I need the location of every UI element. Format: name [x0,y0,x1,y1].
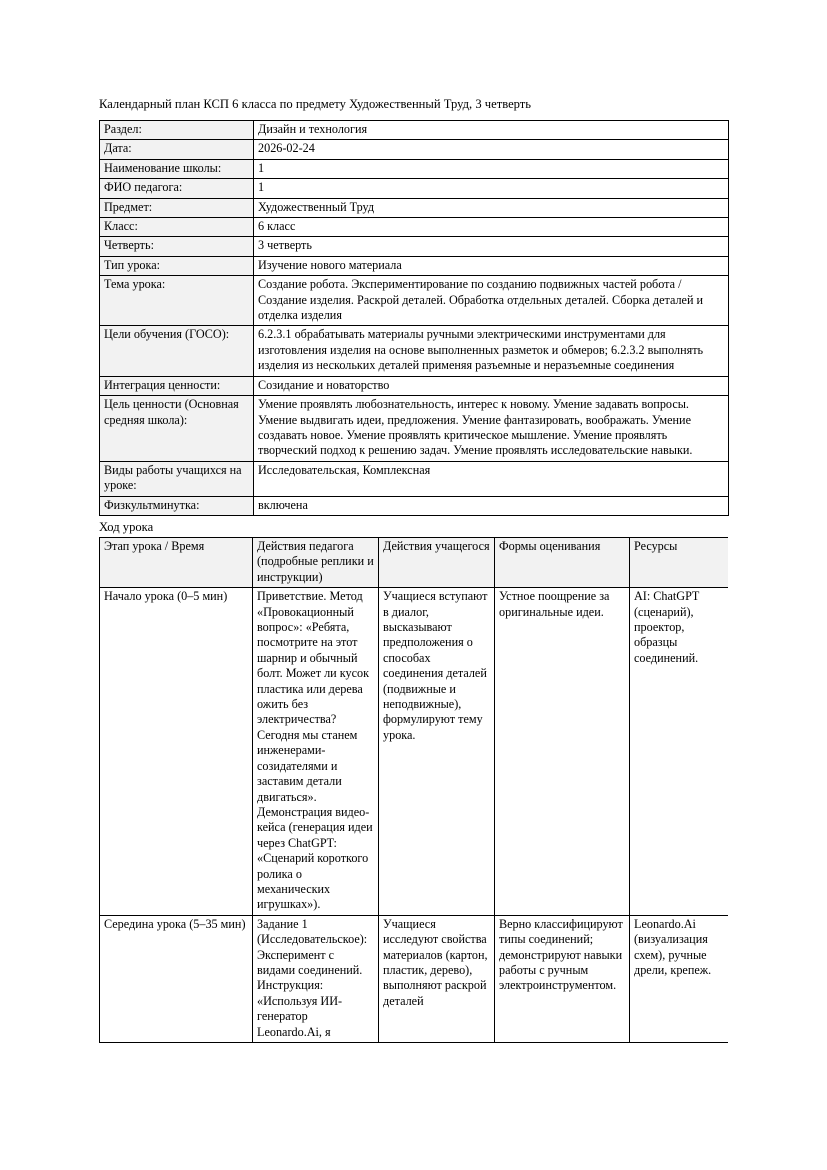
row-label: Предмет: [100,198,254,217]
cell-assessment: Устное поощрение за оригинальные идеи. [495,588,630,916]
table-row [100,276,729,326]
row-label: Цель ценности (Основная средняя школа): [100,396,254,462]
cell-resources: AI: ChatGPT (сценарий), проектор, образцы соединений. [630,588,729,916]
row-value: Исследовательская, Комплексная [254,461,729,496]
cell-student-actions: Учащиеся вступают в диалог, высказывают предположения о способах соединения деталей (подвижные и неподвижные), формулируют тему урока. [379,588,495,916]
lesson-flow-table [99,537,728,1043]
row-label: ФИО педагога: [100,179,254,198]
table-row [100,915,729,1042]
row-label: Раздел: [100,121,254,140]
table-row [100,159,729,178]
table-row [100,198,729,217]
cell-assessment: Верно классифицируют типы соединений; демонстрируют навыки работы с ручным электроинструментом. [495,915,630,1042]
column-header-stage: Этап урока / Время [100,538,253,588]
cell-resources: Leonardo.Ai (визуализация схем), ручные дрели, крепеж. [630,915,729,1042]
row-value: 6.2.3.1 обрабатывать материалы ручными электрическими инструментами для изготовления изделия на основе выполненных разметок и обмеров; 6.2.3.2 выполнять изделия из нескольких деталей применяя разъемные и неразъемные соединения [254,326,729,376]
table-row [100,237,729,256]
table-row [100,218,729,237]
lesson-info-body [100,121,729,516]
column-header-teacher-actions: Действия педагога (подробные реплики и инструкции) [253,538,379,588]
row-value: 2026-02-24 [254,140,729,159]
row-value: Созидание и новаторство [254,376,729,395]
table-header-row [100,538,729,588]
table-row [100,376,729,395]
row-value: Умение проявлять любознательность, интерес к новому. Умение задавать вопросы. Умение выдвигать идеи, предложения. Умение фантазировать, воображать. Умение создавать новое. Умение проявлять критическое мышление. Умение проявлять творческий подход к решению задач. Умение проявлять исследовательские навыки. [254,396,729,462]
table-row [100,121,729,140]
cell-stage: Начало урока (0–5 мин) [100,588,253,916]
cell-teacher-actions: Приветствие. Метод «Провокационный вопрос»: «Ребята, посмотрите на этот шарнир и обычный болт. Может ли кусок пластика или дерева ожить без электричества? Сегодня мы станем инженерами-созидателями и заставим детали двигаться». Демонстрация видео-кейса (генерация идеи через ChatGPT: «Сценарий короткого ролика о механических игрушках»). [253,588,379,916]
table-row [100,256,729,275]
row-value: 1 [254,159,729,178]
row-label: Тип урока: [100,256,254,275]
lesson-info-table [99,120,729,516]
table-row [100,496,729,515]
row-value: Художественный Труд [254,198,729,217]
row-value: Создание робота. Экспериментирование по созданию подвижных частей робота / Создание изделия. Раскрой деталей. Обработка отдельных деталей. Сборка деталей и отделка изделия [254,276,729,326]
row-label: Цели обучения (ГОСО): [100,326,254,376]
cell-stage: Середина урока (5–35 мин) [100,915,253,1042]
row-label: Тема урока: [100,276,254,326]
page-title: Календарный план КСП 6 класса по предмету Художественный Труд, 3 четверть [99,97,532,111]
table-row [100,396,729,462]
row-label: Физкультминутка: [100,496,254,515]
lesson-flow-clip [99,537,728,1066]
lesson-flow-body [100,588,729,1043]
lesson-flow-head [100,538,729,588]
row-label: Интеграция ценности: [100,376,254,395]
row-value: 6 класс [254,218,729,237]
column-header-assessment: Формы оценивания [495,538,630,588]
column-header-student-actions: Действия учащегося [379,538,495,588]
row-value: 1 [254,179,729,198]
cell-teacher-actions: Задание 1 (Исследовательское): Эксперимент с видами соединений. Инструкция: «Используя ИИ-генератор Leonardo.Ai, я [253,915,379,1042]
row-label: Виды работы учащихся на уроке: [100,461,254,496]
row-value: Изучение нового материала [254,256,729,275]
column-header-resources: Ресурсы [630,538,729,588]
row-label: Наименование школы: [100,159,254,178]
table-row [100,140,729,159]
row-value: Дизайн и технология [254,121,729,140]
table-row [100,326,729,376]
cell-student-actions: Учащиеся исследуют свойства материалов (картон, пластик, дерево), выполняют раскрой деталей [379,915,495,1042]
table-row [100,179,729,198]
lesson-flow-label: Ход урока [99,519,154,534]
row-label: Дата: [100,140,254,159]
table-row [100,461,729,496]
row-label: Класс: [100,218,254,237]
table-row [100,588,729,916]
row-label: Четверть: [100,237,254,256]
row-value: включена [254,496,729,515]
row-value: 3 четверть [254,237,729,256]
